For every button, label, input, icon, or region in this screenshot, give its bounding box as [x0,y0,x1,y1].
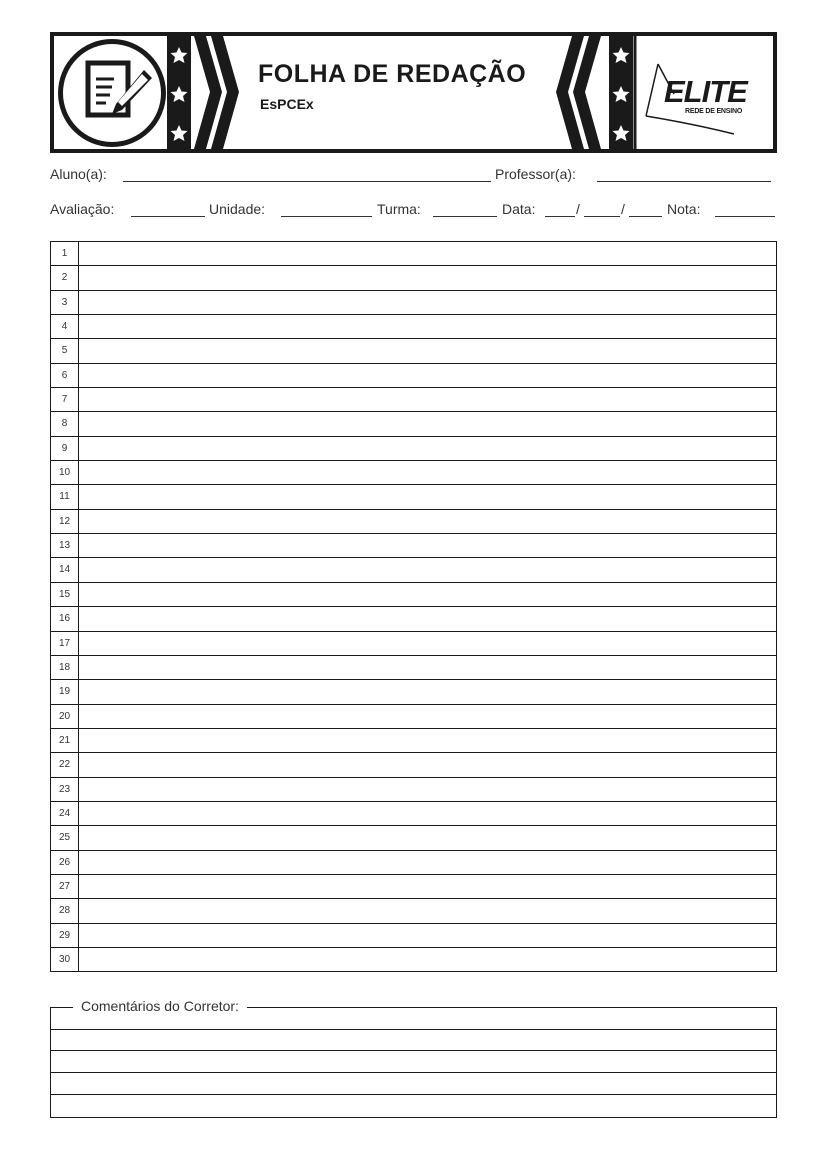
writing-line [51,632,776,656]
writing-line [51,583,776,607]
writing-line-space[interactable] [80,729,776,752]
line-number: 8 [51,412,79,435]
writing-line-space[interactable] [80,680,776,703]
line-number: 27 [51,875,79,898]
line-number: 1 [51,242,79,265]
professor-field[interactable] [597,166,771,182]
line-number: 23 [51,778,79,801]
line-number: 21 [51,729,79,752]
aluno-label: Aluno(a): [50,166,107,182]
writing-line-space[interactable] [80,510,776,533]
writing-line [51,802,776,826]
nota-field[interactable] [715,201,775,217]
data-year-field[interactable] [629,201,662,217]
line-number: 7 [51,388,79,411]
avaliacao-field[interactable] [131,201,205,217]
writing-line-space[interactable] [80,412,776,435]
line-number: 15 [51,583,79,606]
writing-line [51,680,776,704]
line-number: 26 [51,851,79,874]
line-number: 4 [51,315,79,338]
comment-line[interactable] [51,1051,776,1073]
writing-line [51,242,776,266]
writing-line [51,364,776,388]
corrector-comments-box [50,1007,777,1118]
nota-label: Nota: [667,201,701,217]
comments-label: Comentários do Corretor: [73,996,247,1016]
line-number: 19 [51,680,79,703]
professor-label: Professor(a): [495,166,576,182]
writing-line-space[interactable] [80,534,776,557]
data-separator: / [621,201,625,217]
line-number: 2 [51,266,79,289]
line-number: 5 [51,339,79,362]
writing-line-space[interactable] [80,558,776,581]
writing-line [51,705,776,729]
writing-line-space[interactable] [80,899,776,922]
page-title: FOLHA DE REDAÇÃO [258,60,527,88]
unidade-label: Unidade: [209,201,266,217]
writing-line [51,875,776,899]
star-strip-right [609,36,633,149]
document-pen-icon [58,39,166,147]
writing-line [51,510,776,534]
writing-line [51,485,776,509]
line-number: 11 [51,485,79,508]
line-number: 29 [51,924,79,947]
line-number: 10 [51,461,79,484]
info-line-student [50,166,777,188]
line-number: 20 [51,705,79,728]
header-banner [50,32,777,153]
writing-line-space[interactable] [80,315,776,338]
writing-line [51,388,776,412]
writing-line-space[interactable] [80,705,776,728]
writing-line-space[interactable] [80,753,776,776]
writing-line [51,826,776,850]
data-label: Data: [502,201,536,217]
line-number: 3 [51,291,79,314]
comment-line[interactable] [51,1095,776,1117]
data-separator: / [576,201,580,217]
writing-line [51,291,776,315]
star-strip-left [167,36,191,149]
writing-line-space[interactable] [80,388,776,411]
elite-logo-tagline: REDE DE ENSINO [685,108,743,115]
line-number: 25 [51,826,79,849]
page-subtitle: EsPCEx [260,96,314,112]
writing-line-space[interactable] [80,851,776,874]
writing-line-space[interactable] [80,485,776,508]
turma-label: Turma: [377,201,421,217]
writing-line [51,729,776,753]
writing-line [51,534,776,558]
writing-line-space[interactable] [80,875,776,898]
writing-line [51,437,776,461]
data-day-field[interactable] [545,201,575,217]
writing-line-space[interactable] [80,242,776,265]
writing-line-space[interactable] [80,583,776,606]
line-number: 18 [51,656,79,679]
writing-line-space[interactable] [80,656,776,679]
comment-line[interactable] [51,1030,776,1052]
writing-line-space[interactable] [80,924,776,947]
writing-line-space[interactable] [80,266,776,289]
data-month-field[interactable] [584,201,620,217]
line-number: 14 [51,558,79,581]
line-number: 12 [51,510,79,533]
writing-line [51,948,776,972]
writing-line [51,266,776,290]
writing-line [51,558,776,582]
writing-line [51,778,776,802]
unidade-field[interactable] [281,201,372,217]
writing-sheet [50,241,777,972]
chevron-icon-right [556,36,601,149]
writing-line-space[interactable] [80,948,776,972]
chevron-icon-left [194,36,239,149]
writing-line [51,412,776,436]
turma-field[interactable] [433,201,497,217]
line-number: 28 [51,899,79,922]
writing-line [51,656,776,680]
writing-line [51,607,776,631]
writing-line-space[interactable] [80,339,776,362]
writing-line-space[interactable] [80,607,776,630]
writing-line-space[interactable] [80,802,776,825]
elite-logo-word: ELITE [664,74,747,109]
avaliacao-label: Avaliação: [50,201,115,217]
info-line-evaluation [50,201,777,223]
writing-line [51,461,776,485]
line-number: 9 [51,437,79,460]
writing-line [51,851,776,875]
writing-line [51,339,776,363]
writing-line-space[interactable] [80,778,776,801]
line-number: 30 [51,948,79,972]
line-number: 6 [51,364,79,387]
line-number: 22 [51,753,79,776]
writing-line [51,753,776,777]
writing-line-space[interactable] [80,364,776,387]
writing-line-space[interactable] [80,437,776,460]
writing-line [51,924,776,948]
line-number: 16 [51,607,79,630]
writing-line-space[interactable] [80,291,776,314]
line-number: 17 [51,632,79,655]
writing-line-space[interactable] [80,826,776,849]
line-number: 24 [51,802,79,825]
comment-line[interactable] [51,1073,776,1095]
writing-line [51,315,776,339]
aluno-field[interactable] [123,166,491,182]
line-number: 13 [51,534,79,557]
writing-line-space[interactable] [80,632,776,655]
writing-line-space[interactable] [80,461,776,484]
writing-line [51,899,776,923]
